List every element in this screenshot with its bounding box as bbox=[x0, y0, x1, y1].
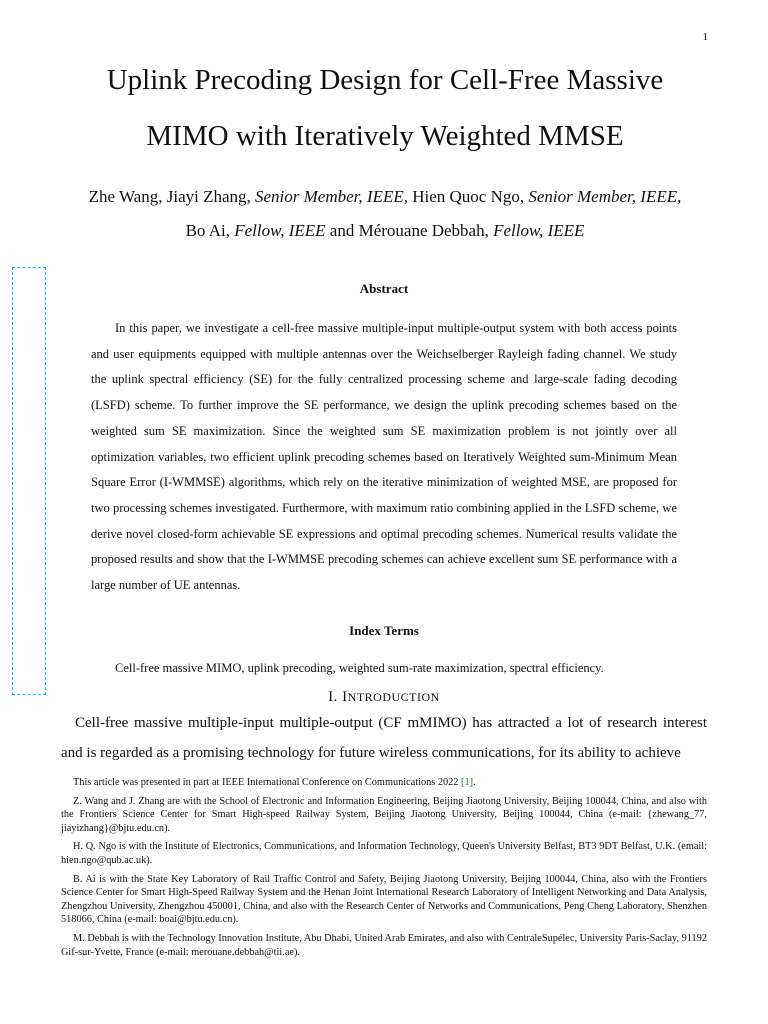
author-line-2 bbox=[40, 214, 730, 248]
footnote-1-end: . bbox=[473, 777, 476, 788]
introduction-text: Cell-free massive multiple-input multiple-output (CF mMIMO) has attracted a lot of research interest and is regarded as a promising technology for future wireless communications, for its ability to achieve bbox=[61, 715, 707, 761]
paper-title bbox=[40, 52, 730, 164]
author-role-4: Fellow, IEEE bbox=[493, 221, 585, 240]
author-role-2: Senior Member, IEEE, bbox=[528, 187, 682, 206]
index-terms-text: Cell-free massive MIMO, uplink precoding, weighted sum-rate maximization, spectral efficiency. bbox=[115, 661, 604, 675]
introduction-heading-rest: NTRODUCTION bbox=[347, 690, 440, 704]
index-terms-heading: Index Terms bbox=[349, 623, 419, 638]
paper-title-line-1: Uplink Precoding Design for Cell-Free Massive bbox=[106, 64, 664, 96]
author-role-3: Fellow, IEEE bbox=[234, 221, 326, 240]
author-names-4: and Mérouane Debbah, bbox=[325, 221, 494, 240]
page-number: 1 bbox=[702, 31, 708, 43]
author-names-2: Hien Quoc Ngo, bbox=[407, 187, 529, 206]
introduction-heading-number: I. bbox=[328, 689, 343, 705]
abstract-text: In this paper, we investigate a cell-free massive multiple-input multiple-output system with both access points and user equipments equipped with multiple antennas over the Weichselberger Rayleigh fading channel. We study the uplink spectral efficiency (SE) for the fully centralized processing scheme and large-scale fading decoding (LSFD) scheme. To further improve the SE performance, we design the uplink precoding schemes based on the weighted sum SE maximization. Since the weighted sum SE maximization problem is not jointly over all optimization variables, two efficient uplink precoding schemes based on Iteratively Weighted sum-Minimum Mean Square Error (I-WMMSE) algorithms, which rely on the iterative minimization of weighted MSE, are proposed for two processing schemes investigated. Furthermore, with maximum ratio combining applied in the LSFD scheme, we derive novel closed-form achievable SE expressions and optimal precoding schemes. Numerical results validate the proposed results and show that the I-WMMSE precoding schemes can achieve excellent sum SE performance with a large number of UE antennas. bbox=[91, 321, 677, 593]
author-role-1: Senior Member, IEEE, bbox=[255, 187, 408, 206]
author-names-3: Bo Ai, bbox=[185, 221, 235, 240]
footnote-1 bbox=[61, 776, 707, 790]
introduction-heading bbox=[0, 689, 768, 706]
abstract-heading: Abstract bbox=[359, 281, 409, 296]
citation-link[interactable]: [1] bbox=[461, 777, 474, 788]
footnote-3: H. Q. Ngo is with the Institute of Electronics, Communications, and Information Technology, Queen's University Belfast, BT3 9DT Belfast, U.K. (email: hien.ngo@qub.ac.uk). bbox=[61, 841, 707, 866]
author-list bbox=[40, 180, 730, 248]
footnote-1-text: This article was presented in part at IEEE International Conference on Communications 2022 bbox=[73, 777, 462, 788]
paper-title-line-2: MIMO with Iteratively Weighted MMSE bbox=[146, 120, 624, 152]
footnotes bbox=[61, 776, 707, 964]
author-line-1 bbox=[40, 180, 730, 214]
introduction-heading-first-letter: I bbox=[342, 689, 348, 705]
footnote-5: M. Debbah is with the Technology Innovation Institute, Abu Dhabi, United Arab Emirates, and also with CentraleSupélec, University Paris-Saclay, 91192 Gif-sur-Yvette, France (e-mail: merouane.debbah@tii.ae). bbox=[61, 932, 707, 958]
footnote-4: B. Ai is with the State Key Laboratory of Rail Traffic Control and Safety, Beijing Jiaotong University, Beijing 100044, China, also with the Frontiers Science Center for Smart High-Speed Railway System and the Henan Joint International Research Laboratory of Intelligent Networking and Data Analysis, Zhengzhou University, Zhengzhou 450001, China, and also with the Research Center of Networks and Communications, Peng Cheng Laboratory, Shenzhen 518066, China (e-mail: boai@bjtu.edu.cn). bbox=[61, 873, 707, 926]
footnote-2: Z. Wang and J. Zhang are with the School of Electronic and Information Engineering, Beijing Jiaotong University, Beijing 100044, China, and also with the Frontiers Science Center for Smart High-speed Railway System, Beijing Jiaotong University, Beijing 100044, China (e-mail: {zhewang_77, jiayizhang}@bjtu.edu.cn). bbox=[61, 795, 707, 834]
author-names-1: Zhe Wang, Jiayi Zhang, bbox=[88, 187, 256, 206]
